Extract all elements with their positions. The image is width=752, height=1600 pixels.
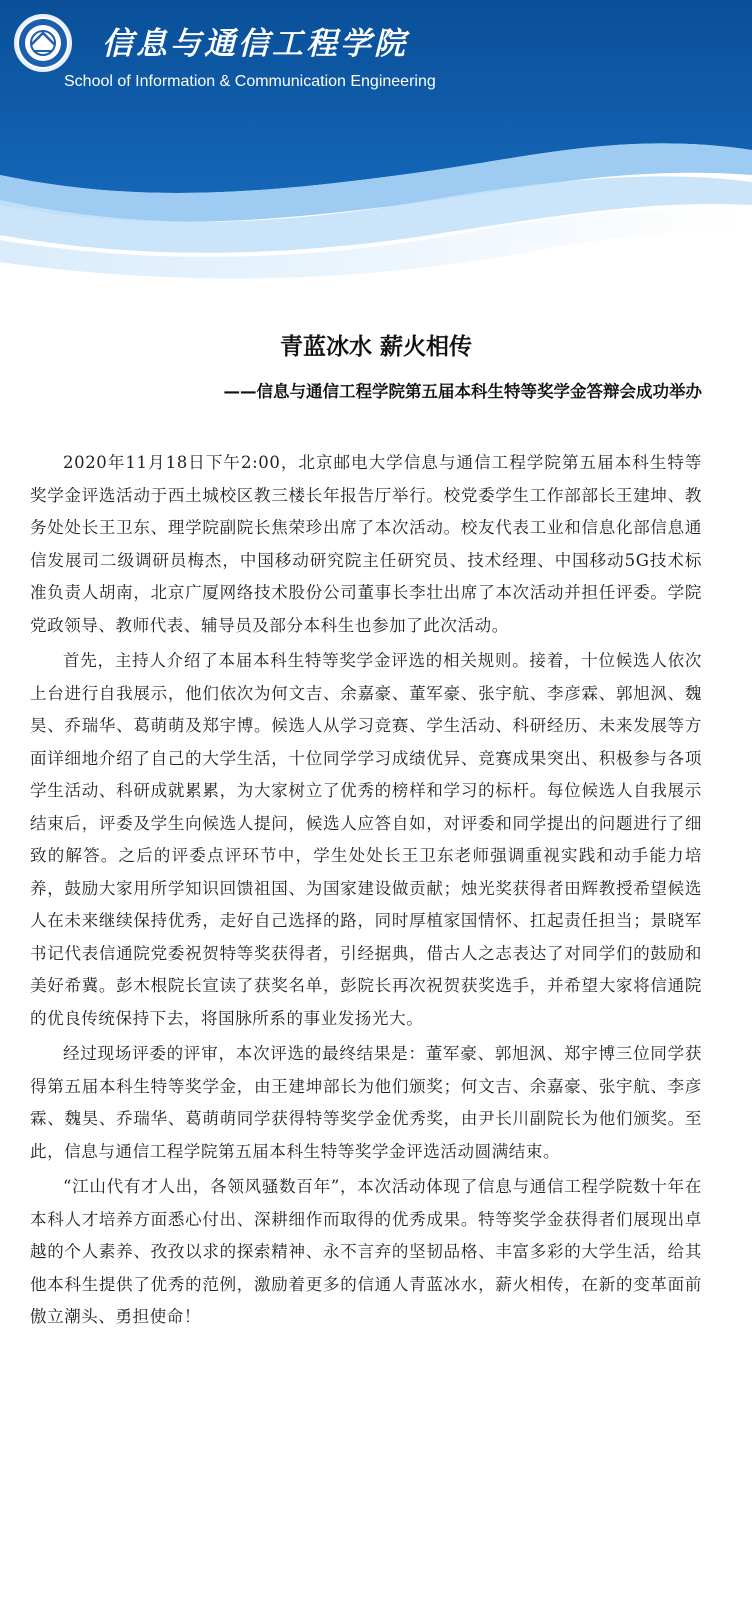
article-subtitle: ——信息与通信工程学院第五届本科生特等奖学金答辩会成功举办: [223, 382, 702, 401]
article-paragraph: 2020年11月18日下午2:00，北京邮电大学信息与通信工程学院第五届本科生特等奖学金评选活动于西土城校区教三楼长年报告厅举行。校党委学生工作部部长王建坤、教务处处长王卫东、理学院副院长焦荣珍出席了本次活动。校友代表工业和信息化部信息通信发展司二级调研员梅杰，中国移动研究院主任研究员、技术经理、中国移动5G技术标准负责人胡南，北京广厦网络技术股份公司董事长李壮出席了本次活动并担任评委。学院党政领导、教师代表、辅导员及部分本科生也参加了此次活动。: [30, 453, 702, 635]
school-name-cn: 信息与通信工程学院: [102, 26, 408, 62]
header-banner: [0, 0, 752, 300]
school-name-en: School of Information & Communication Engineering: [64, 73, 436, 90]
article-body: [30, 447, 702, 1334]
article-paragraph: 经过现场评委的评审，本次评选的最终结果是：董军豪、郭旭沨、郑宇博三位同学获得第五届本科生特等奖学金，由王建坤部长为他们颁奖；何文吉、余嘉豪、张宇航、李彦霖、魏昊、乔瑞华、葛萌萌同学获得特等奖学金优秀奖，由尹长川副院长为他们颁奖。至此，信息与通信工程学院第五届本科生特等奖学金评选活动圆满结束。: [30, 1044, 702, 1161]
school-logo-icon: [14, 14, 72, 72]
article-paragraph: 首先，主持人介绍了本届本科生特等奖学金评选的相关规则。接着，十位候选人依次上台进行自我展示，他们依次为何文吉、余嘉豪、董军豪、张宇航、李彦霖、郭旭沨、魏昊、乔瑞华、葛萌萌及郑宇博。候选人从学习竞赛、学生活动、科研经历、未来发展等方面详细地介绍了自己的大学生活，十位同学学习成绩优异、竞赛成果突出、积极参与各项学生活动、科研成就累累，为大家树立了优秀的榜样和学习的标杆。每位候选人自我展示结束后，评委及学生向候选人提问，候选人应答自如，对评委和同学提出的问题进行了细致的解答。之后的评委点评环节中，学生处处长王卫东老师强调重视实践和动手能力培养，鼓励大家用所学知识回馈祖国、为国家建设做贡献；烛光奖获得者田辉教授希望候选人在未来继续保持优秀，走好自己选择的路，同时厚植家国情怀、扛起责任担当；景晓军书记代表信通院党委祝贺特等奖获得者，引经据典，借古人之志表达了对同学们的鼓励和美好希冀。彭木根院长宣读了获奖名单，彭院长再次祝贺获奖选手，并希望大家将信通院的优良传统保持下去，将国脉所系的事业发扬光大。: [30, 651, 702, 1028]
article-paragraph: “江山代有才人出，各领风骚数百年”，本次活动体现了信息与通信工程学院数十年在本科人才培养方面悉心付出、深耕细作而取得的优秀成果。特等奖学金获得者们展现出卓越的个人素养、孜孜以求的探索精神、永不言弃的坚韧品格、丰富多彩的大学生活，给其他本科生提供了优秀的范例，激励着更多的信通人青蓝冰水，薪火相传，在新的变革面前傲立潮头、勇担使命！: [30, 1177, 702, 1326]
article-title: 青蓝冰水 薪火相传: [279, 334, 472, 360]
